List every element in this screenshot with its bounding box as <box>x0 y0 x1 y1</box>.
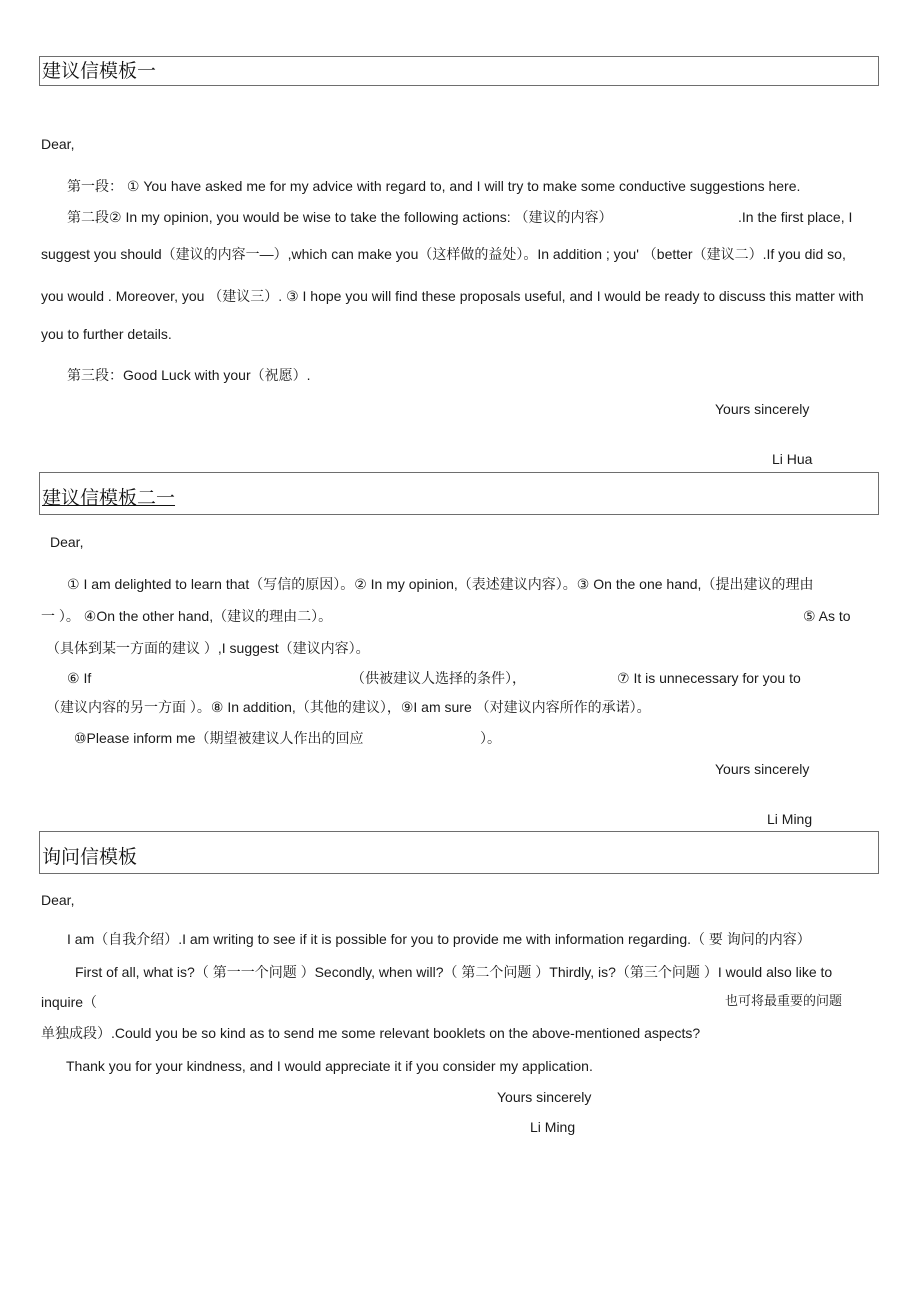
section1-paragraph2-line3: you would . Moreover, you （建议三）. ③ I hope you will find these proposals useful, and I would be ready to discuss this matter with <box>41 288 864 304</box>
section1-paragraph2-line1-end: .In the first place, I <box>738 209 853 225</box>
section2-line6-start: ⑩Please inform me（期望被建议人作出的回应 <box>74 730 364 746</box>
section3-line4: 单独成段）.Could you be so kind as to send me some relevant booklets on the above-mentioned aspects? <box>41 1025 701 1041</box>
section2-signature: Li Ming <box>767 811 813 827</box>
section3-signature: Li Ming <box>530 1119 576 1135</box>
section1-salutation: Dear, <box>41 136 75 152</box>
section2-line6-end: ）。 <box>480 730 501 746</box>
section3-line3-end: 也可将最重要的问题 <box>725 994 843 1009</box>
section3-salutation: Dear, <box>41 892 75 908</box>
section2-closing: Yours sincerely <box>715 761 810 777</box>
section3-line2: First of all, what is?（ 第一一个问题 ）Secondly, when will?（ 第二个问题 ）Thirdly, is?（第三个问题 ）I would also like to <box>75 964 833 980</box>
section2-line2: 一 ）。 ④On the other hand,（建议的理由二）。 <box>41 608 333 624</box>
section2-line4-end: ⑦ It is unnecessary for you to <box>617 670 801 686</box>
section2-title: 建议信模板二一 <box>42 487 176 509</box>
section2-line1: ① I am delighted to learn that（写信的原因）。② In my opinion,（表述建议内容）。③ On the one hand,（提出建议的理由 <box>67 576 814 592</box>
section2-line5: （建议内容的另一方面 ）。⑧ In addition,（其他的建议），⑨I am sure （对建议内容所作的承诺）。 <box>46 699 651 715</box>
section3-title: 询问信模板 <box>42 846 138 868</box>
section2-line4-start: ⑥ If <box>67 670 92 686</box>
section3-line3-start: inquire（ <box>41 994 98 1010</box>
section3-closing: Yours sincerely <box>497 1089 592 1105</box>
section1-paragraph2-line4: you to further details. <box>41 326 172 342</box>
section1-paragraph2-line2: suggest you should（建议的内容一—）,which can make you（这样做的益处）。In addition ; you' （better（建议二）.If you did so, <box>41 246 846 262</box>
section3-heading-box <box>39 831 879 874</box>
section3-line5: Thank you for your kindness, and I would appreciate it if you consider my application. <box>66 1058 593 1074</box>
section3-line1: I am（自我介绍）.I am writing to see if it is possible for you to provide me with information regarding.（ 要 询问的内容） <box>67 931 811 947</box>
section1-heading-box <box>39 56 879 86</box>
section1-signature: Li Hua <box>772 451 813 467</box>
section2-line2-end: ⑤ As to <box>803 608 851 624</box>
section2-line3: （具体到某一方面的建议 ）,I suggest（建议内容）。 <box>46 640 370 656</box>
section1-title: 建议信模板一 <box>42 60 157 82</box>
section1-paragraph1: 第一段： ① You have asked me for my advice with regard to, and I will try to make some conductive suggestions here. <box>67 178 801 194</box>
section1-closing: Yours sincerely <box>715 401 810 417</box>
section1-paragraph3: 第三段：Good Luck with your（祝愿）. <box>67 367 311 383</box>
section2-salutation: Dear, <box>50 534 84 550</box>
section1-paragraph2-line1: 第二段② In my opinion, you would be wise to take the following actions: （建议的内容） <box>67 209 613 225</box>
section2-line4-middle: （供被建议人选择的条件）， <box>351 670 526 686</box>
